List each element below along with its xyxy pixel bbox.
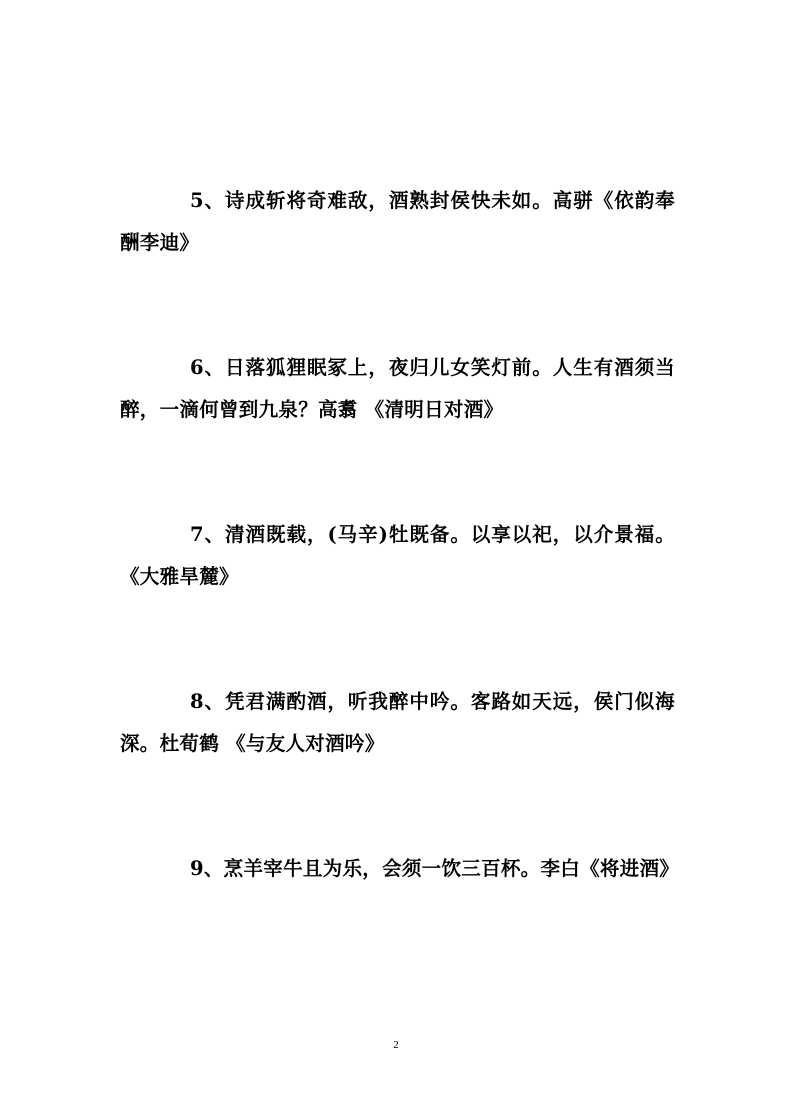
quote-paragraph-9: 9、烹羊宰牛且为乐，会须一饮三百杯。李白《将进酒》 [190,857,680,880]
quote-paragraph-6: 6、日落狐狸眠冢上，夜归儿女笑灯前。人生有酒须当醉，一滴何曾到九泉？高翥 《清明日对酒》 [120,356,675,421]
page-number: 2 [393,1039,399,1051]
quote-paragraph-7: 7、清酒既载，(马辛)牡既备。以享以祀，以介景福。《大雅旱麓》 [120,523,675,588]
quote-paragraph-5: 5、诗成斩将奇难敌，酒熟封侯快未如。高骈《依韵奉酬李迪》 [120,189,675,254]
quote-paragraph-8: 8、凭君满酌酒，听我醉中吟。客路如天远，侯门似海深。杜荀鹤 《与友人对酒吟》 [120,690,675,755]
